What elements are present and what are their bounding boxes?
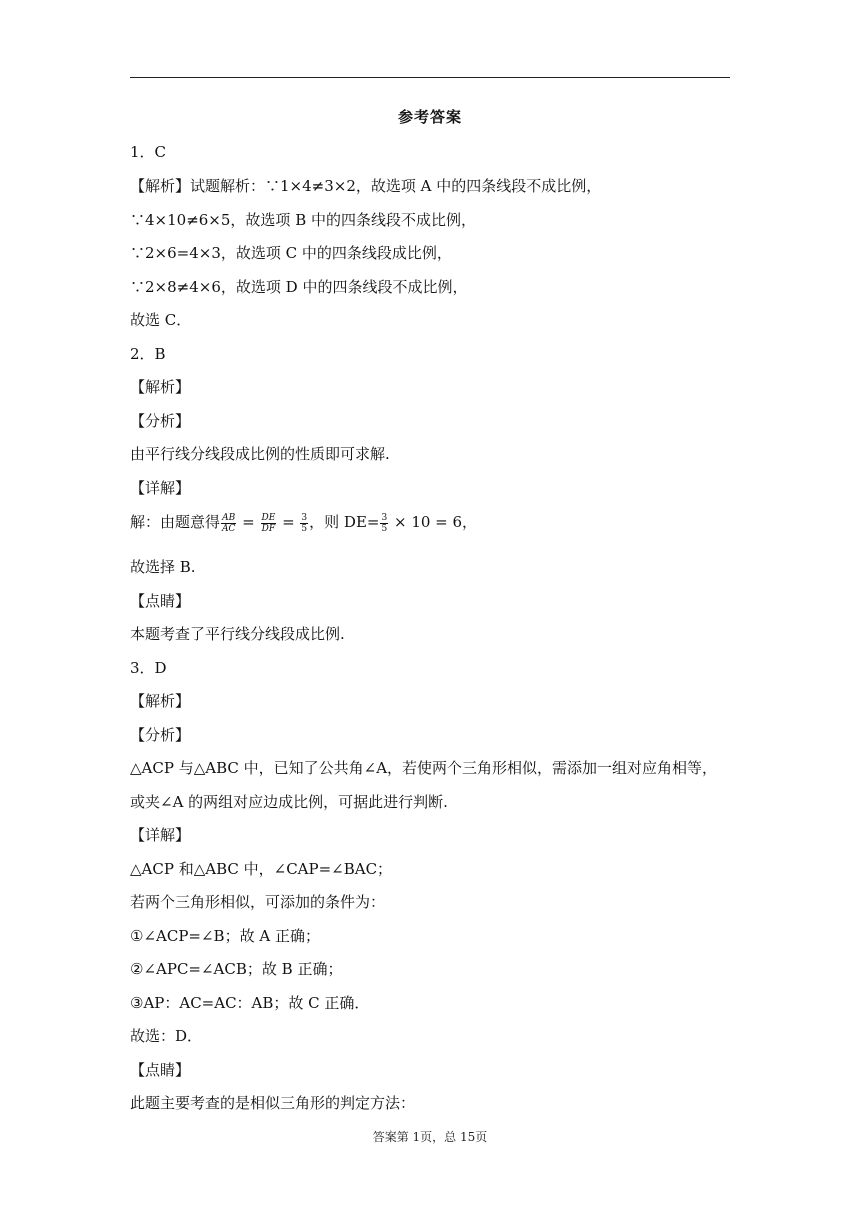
text-line: ∵2×8≠4×6，故选项 D 中的四条线段不成比例， (130, 278, 468, 296)
text-line: 【解析】试题解析：∵1×4≠3×2，故选项 A 中的四条线段不成比例， (130, 177, 602, 195)
fraction-denominator: AC (222, 523, 236, 534)
fraction-denominator: DF (261, 523, 276, 534)
text-line: 或夹∠A 的两组对应边成比例，可据此进行判断. (130, 793, 448, 811)
equals-sign: = (237, 513, 260, 531)
text-line: 此题主要考查的是相似三角形的判定方法： (130, 1094, 416, 1112)
text-line: ①∠ACP=∠B；故 A 正确； (130, 927, 320, 945)
fraction-ab-ac (221, 513, 236, 534)
text-line: 故选：D． (130, 1027, 203, 1045)
text-line: 【详解】 (130, 479, 191, 497)
text-line: 【分析】 (130, 412, 191, 430)
text-line: 【解析】 (130, 378, 191, 396)
page-title: 参考答案 (397, 108, 462, 126)
header-rule (130, 77, 730, 78)
text-line: △ACP 与△ABC 中，已知了公共角∠A，若使两个三角形相似，需添加一组对应角相等， (130, 759, 718, 777)
text-line: ③AP：AC=AC：AB；故 C 正确． (130, 994, 370, 1012)
fraction-numerator: AB (222, 512, 236, 523)
fraction-denominator: 5 (381, 523, 388, 534)
fraction-de-df (261, 513, 277, 534)
text-line: 3．D (130, 659, 167, 677)
formula-tail: × 10 = 6， (389, 513, 478, 531)
text-line: 若两个三角形相似，可添加的条件为： (130, 893, 386, 911)
text-line: ②∠APC=∠ACB；故 B 正确； (130, 960, 343, 978)
fraction-3-5 (380, 513, 388, 534)
text-line: 由平行线分线段成比例的性质即可求解. (130, 445, 390, 463)
text-line: ∵4×10≠6×5，故选项 B 中的四条线段不成比例， (130, 211, 476, 229)
text-line: 【点睛】 (130, 1061, 191, 1079)
fraction-numerator: DE (261, 512, 276, 523)
text-line: △ACP 和△ABC 中，∠CAP=∠BAC； (130, 860, 393, 878)
fraction-denominator: 5 (301, 523, 308, 534)
text-line: 【点睛】 (130, 592, 191, 610)
text-line: ∵2×6=4×3，故选项 C 中的四条线段成比例， (130, 244, 452, 262)
equals-sign: = (277, 513, 300, 531)
text-line: 2．B (130, 345, 166, 363)
fraction-numerator: 3 (381, 512, 388, 523)
text-line: 1．C (130, 143, 167, 161)
formula-prefix: 解：由题意得 (130, 513, 221, 531)
fraction-3-5 (300, 513, 308, 534)
text-line: 【详解】 (130, 826, 191, 844)
page-footer: 答案第 1页，总 15页 (372, 1130, 488, 1144)
text-line: 故选择 B. (130, 558, 196, 576)
formula-mid: ，则 DE= (309, 513, 380, 531)
text-line: 【分析】 (130, 726, 191, 744)
text-line: 故选 C． (130, 311, 192, 329)
formula-line (130, 512, 477, 534)
text-line: 【解析】 (130, 692, 191, 710)
text-line: 本题考查了平行线分线段成比例. (130, 625, 345, 643)
fraction-numerator: 3 (301, 512, 308, 523)
